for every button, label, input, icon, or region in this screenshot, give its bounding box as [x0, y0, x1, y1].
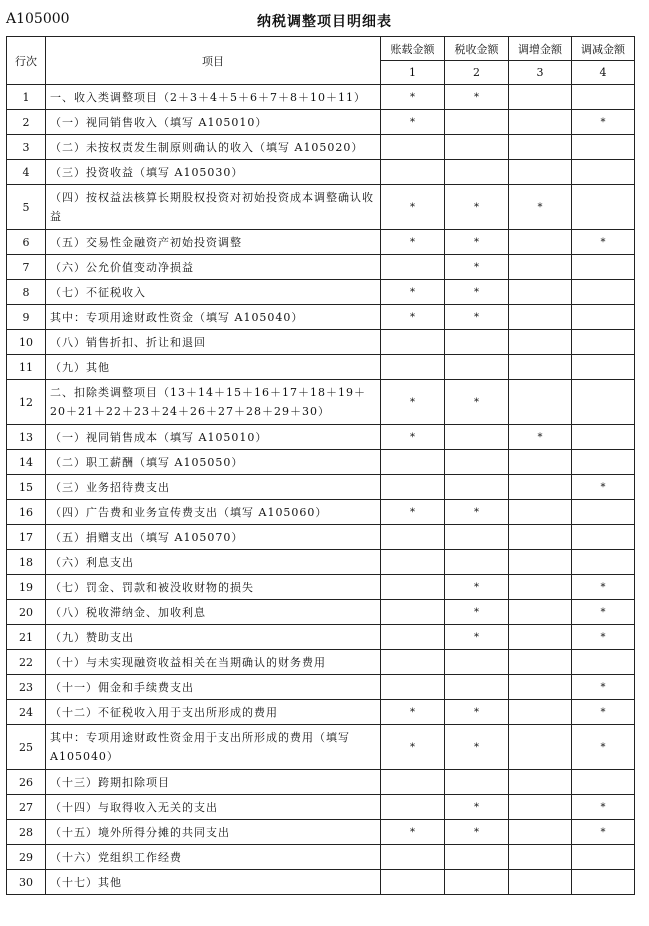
amount-cell: [509, 650, 572, 675]
row-number: 5: [7, 185, 46, 230]
header-increase-amount: 调增金额: [509, 37, 572, 61]
header-item: 项目: [46, 37, 381, 85]
amount-cell: [509, 450, 572, 475]
amount-cell: *: [381, 425, 445, 450]
row-number: 6: [7, 230, 46, 255]
amount-cell: *: [572, 700, 635, 725]
amount-cell: [572, 330, 635, 355]
amount-cell: [381, 845, 445, 870]
row-item: （七）不征税收入: [46, 280, 381, 305]
amount-cell: [572, 500, 635, 525]
amount-cell: [509, 135, 572, 160]
amount-cell: [572, 650, 635, 675]
amount-cell: [381, 675, 445, 700]
row-item: （一）视同销售收入（填写 A105010）: [46, 110, 381, 135]
amount-cell: [381, 525, 445, 550]
amount-cell: *: [445, 725, 509, 770]
row-number: 17: [7, 525, 46, 550]
amount-cell: [509, 870, 572, 895]
row-item: （十六）党组织工作经费: [46, 845, 381, 870]
amount-cell: [509, 770, 572, 795]
row-number: 24: [7, 700, 46, 725]
amount-cell: [572, 845, 635, 870]
row-item: （十五）境外所得分摊的共同支出: [46, 820, 381, 845]
table-row: [7, 160, 635, 185]
amount-cell: [381, 475, 445, 500]
amount-cell: *: [572, 625, 635, 650]
table-row: [7, 700, 635, 725]
table-row: [7, 770, 635, 795]
header-col-num: 2: [445, 61, 509, 85]
row-item: （五）交易性金融资产初始投资调整: [46, 230, 381, 255]
tax-adjustment-table: [6, 36, 635, 895]
amount-cell: [445, 770, 509, 795]
row-number: 16: [7, 500, 46, 525]
amount-cell: [445, 525, 509, 550]
amount-cell: [445, 475, 509, 500]
amount-cell: [509, 795, 572, 820]
row-item: （三）业务招待费支出: [46, 475, 381, 500]
amount-cell: [572, 355, 635, 380]
table-row: [7, 330, 635, 355]
row-item: （九）其他: [46, 355, 381, 380]
amount-cell: [445, 330, 509, 355]
row-item: （十二）不征税收入用于支出所形成的费用: [46, 700, 381, 725]
amount-cell: *: [572, 820, 635, 845]
amount-cell: [509, 575, 572, 600]
row-number: 19: [7, 575, 46, 600]
header-col-num: 4: [572, 61, 635, 85]
amount-cell: [445, 135, 509, 160]
amount-cell: [445, 675, 509, 700]
row-number: 30: [7, 870, 46, 895]
row-item: 二、扣除类调整项目（13＋14＋15＋16＋17＋18＋19＋20＋21＋22＋23＋24＋26＋27＋28＋29＋30）: [46, 380, 381, 425]
amount-cell: [381, 450, 445, 475]
amount-cell: [509, 600, 572, 625]
amount-cell: *: [381, 280, 445, 305]
row-number: 29: [7, 845, 46, 870]
table-row: [7, 380, 635, 425]
row-number: 9: [7, 305, 46, 330]
amount-cell: [509, 330, 572, 355]
amount-cell: *: [445, 500, 509, 525]
table-row: [7, 870, 635, 895]
amount-cell: [572, 305, 635, 330]
amount-cell: [572, 380, 635, 425]
amount-cell: *: [572, 600, 635, 625]
amount-cell: [381, 650, 445, 675]
row-item: 其中：专项用途财政性资金用于支出所形成的费用（填写A105040）: [46, 725, 381, 770]
amount-cell: [381, 795, 445, 820]
header-col-num: 1: [381, 61, 445, 85]
row-item: （七）罚金、罚款和被没收财物的损失: [46, 575, 381, 600]
amount-cell: [572, 185, 635, 230]
table-row: [7, 795, 635, 820]
amount-cell: [572, 450, 635, 475]
row-number: 7: [7, 255, 46, 280]
amount-cell: [509, 355, 572, 380]
amount-cell: *: [445, 185, 509, 230]
page-title: 纳税调整项目明细表: [257, 14, 392, 30]
amount-cell: *: [572, 675, 635, 700]
table-row: [7, 110, 635, 135]
amount-cell: *: [445, 255, 509, 280]
amount-cell: [509, 550, 572, 575]
row-number: 28: [7, 820, 46, 845]
row-number: 1: [7, 85, 46, 110]
row-number: 14: [7, 450, 46, 475]
table-row: [7, 135, 635, 160]
amount-cell: [381, 575, 445, 600]
table-row: [7, 625, 635, 650]
row-number: 22: [7, 650, 46, 675]
row-number: 18: [7, 550, 46, 575]
header-row-no: 行次: [7, 37, 46, 85]
amount-cell: *: [381, 230, 445, 255]
row-item: （四）广告费和业务宣传费支出（填写 A105060）: [46, 500, 381, 525]
amount-cell: *: [445, 85, 509, 110]
row-item: （二）职工薪酬（填写 A105050）: [46, 450, 381, 475]
amount-cell: [509, 845, 572, 870]
amount-cell: [445, 450, 509, 475]
row-item: （十三）跨期扣除项目: [46, 770, 381, 795]
amount-cell: *: [445, 795, 509, 820]
row-item: （四）按权益法核算长期股权投资对初始投资成本调整确认收益: [46, 185, 381, 230]
row-number: 25: [7, 725, 46, 770]
amount-cell: [445, 550, 509, 575]
row-item: （三）投资收益（填写 A105030）: [46, 160, 381, 185]
amount-cell: *: [509, 185, 572, 230]
header-col-num: 3: [509, 61, 572, 85]
row-item: （八）税收滞纳金、加收利息: [46, 600, 381, 625]
amount-cell: *: [572, 725, 635, 770]
amount-cell: *: [381, 725, 445, 770]
table-row: [7, 550, 635, 575]
row-number: 21: [7, 625, 46, 650]
amount-cell: *: [445, 280, 509, 305]
table-row: [7, 575, 635, 600]
amount-cell: [509, 525, 572, 550]
row-item: （十四）与取得收入无关的支出: [46, 795, 381, 820]
amount-cell: [381, 355, 445, 380]
amount-cell: [509, 725, 572, 770]
amount-cell: *: [445, 820, 509, 845]
table-row: [7, 280, 635, 305]
amount-cell: *: [572, 575, 635, 600]
row-number: 23: [7, 675, 46, 700]
table-row: [7, 650, 635, 675]
amount-cell: [445, 355, 509, 380]
table-row: [7, 255, 635, 280]
amount-cell: [381, 135, 445, 160]
amount-cell: [509, 625, 572, 650]
table-row: [7, 305, 635, 330]
amount-cell: *: [381, 700, 445, 725]
header-decrease-amount: 调减金额: [572, 37, 635, 61]
amount-cell: [509, 280, 572, 305]
amount-cell: [572, 255, 635, 280]
amount-cell: [445, 650, 509, 675]
table-row: [7, 500, 635, 525]
amount-cell: [381, 330, 445, 355]
amount-cell: [509, 380, 572, 425]
amount-cell: *: [381, 85, 445, 110]
row-number: 3: [7, 135, 46, 160]
amount-cell: [572, 870, 635, 895]
amount-cell: [381, 625, 445, 650]
amount-cell: [509, 475, 572, 500]
amount-cell: [445, 845, 509, 870]
amount-cell: [572, 280, 635, 305]
amount-cell: [509, 820, 572, 845]
amount-cell: *: [572, 230, 635, 255]
amount-cell: [381, 870, 445, 895]
row-number: 2: [7, 110, 46, 135]
row-item: （十七）其他: [46, 870, 381, 895]
row-number: 27: [7, 795, 46, 820]
amount-cell: *: [381, 380, 445, 425]
amount-cell: [381, 550, 445, 575]
row-item: （五）捐赠支出（填写 A105070）: [46, 525, 381, 550]
row-number: 26: [7, 770, 46, 795]
amount-cell: [572, 425, 635, 450]
table-row: [7, 725, 635, 770]
row-item: 其中：专项用途财政性资金（填写 A105040）: [46, 305, 381, 330]
table-body: [7, 85, 635, 895]
row-number: 10: [7, 330, 46, 355]
amount-cell: [509, 700, 572, 725]
row-item: 一、收入类调整项目（2＋3＋4＋5＋6＋7＋8＋10＋11）: [46, 85, 381, 110]
row-item: （十）与未实现融资收益相关在当期确认的财务费用: [46, 650, 381, 675]
table-row: [7, 845, 635, 870]
amount-cell: *: [445, 700, 509, 725]
amount-cell: *: [381, 185, 445, 230]
amount-cell: [509, 110, 572, 135]
amount-cell: *: [572, 475, 635, 500]
table-row: [7, 525, 635, 550]
amount-cell: [381, 160, 445, 185]
header-tax-amount: 税收金额: [445, 37, 509, 61]
row-item: （一）视同销售成本（填写 A105010）: [46, 425, 381, 450]
row-item: （六）公允价值变动净损益: [46, 255, 381, 280]
amount-cell: [509, 675, 572, 700]
table-row: [7, 450, 635, 475]
amount-cell: [381, 770, 445, 795]
amount-cell: *: [445, 305, 509, 330]
row-number: 15: [7, 475, 46, 500]
row-item: （十一）佣金和手续费支出: [46, 675, 381, 700]
amount-cell: [572, 550, 635, 575]
amount-cell: [572, 85, 635, 110]
amount-cell: [445, 870, 509, 895]
amount-cell: [572, 160, 635, 185]
amount-cell: [509, 305, 572, 330]
amount-cell: [509, 255, 572, 280]
header-book-amount: 账载金额: [381, 37, 445, 61]
amount-cell: *: [381, 500, 445, 525]
row-number: 12: [7, 380, 46, 425]
amount-cell: [509, 500, 572, 525]
amount-cell: *: [509, 425, 572, 450]
amount-cell: [572, 135, 635, 160]
amount-cell: *: [572, 110, 635, 135]
row-number: 8: [7, 280, 46, 305]
amount-cell: [445, 160, 509, 185]
row-item: （二）未按权责发生制原则确认的收入（填写 A105020）: [46, 135, 381, 160]
table-row: [7, 185, 635, 230]
table-row: [7, 355, 635, 380]
table-row: [7, 230, 635, 255]
amount-cell: *: [445, 230, 509, 255]
amount-cell: [572, 770, 635, 795]
table-row: [7, 85, 635, 110]
table-row: [7, 475, 635, 500]
amount-cell: *: [381, 820, 445, 845]
amount-cell: *: [445, 600, 509, 625]
table-row: [7, 820, 635, 845]
amount-cell: *: [445, 380, 509, 425]
row-item: （九）赞助支出: [46, 625, 381, 650]
amount-cell: [381, 255, 445, 280]
table-row: [7, 675, 635, 700]
amount-cell: *: [381, 110, 445, 135]
amount-cell: *: [381, 305, 445, 330]
amount-cell: *: [445, 625, 509, 650]
amount-cell: [509, 85, 572, 110]
row-item: （六）利息支出: [46, 550, 381, 575]
row-number: 4: [7, 160, 46, 185]
table-row: [7, 425, 635, 450]
amount-cell: [572, 525, 635, 550]
amount-cell: [509, 160, 572, 185]
row-number: 11: [7, 355, 46, 380]
amount-cell: [445, 425, 509, 450]
table-row: [7, 600, 635, 625]
amount-cell: [381, 600, 445, 625]
row-item: （八）销售折扣、折让和退回: [46, 330, 381, 355]
row-number: 13: [7, 425, 46, 450]
amount-cell: *: [445, 575, 509, 600]
amount-cell: [509, 230, 572, 255]
row-number: 20: [7, 600, 46, 625]
form-code: A105000: [6, 11, 70, 27]
amount-cell: [445, 110, 509, 135]
amount-cell: *: [572, 795, 635, 820]
